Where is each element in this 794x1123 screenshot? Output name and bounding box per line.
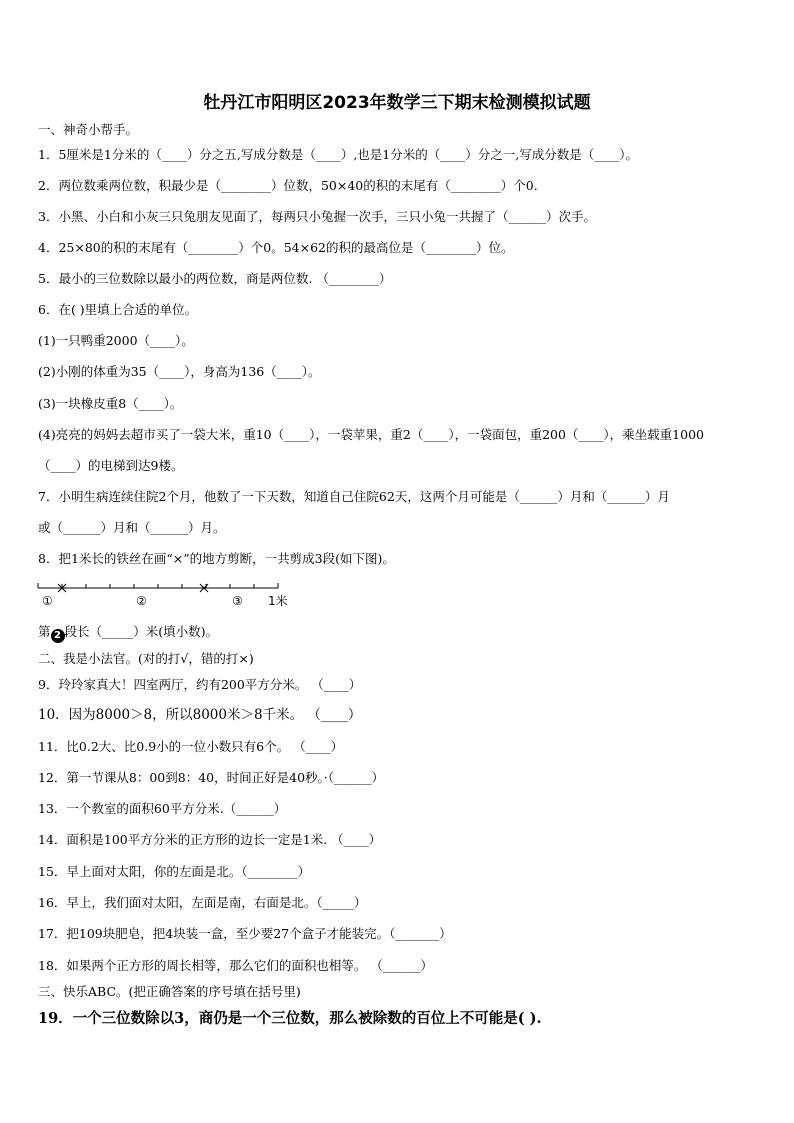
question-6-part-1: (1)一只鸭重2000（____）。 bbox=[38, 333, 194, 348]
section-heading-2: 二、我是小法官。(对的打√，错的打×) bbox=[38, 651, 254, 666]
question-10: 10．因为8000＞8，所以8000米＞8千米。 （____） bbox=[38, 707, 362, 723]
question-2: 2．两位数乘两位数，积最少是（________）位数，50×40的积的末尾有（________）个0. bbox=[38, 178, 538, 193]
question-4: 4．25×80的积的末尾有（________）个0。54×62的积的最高位是（________）位。 bbox=[38, 240, 514, 255]
question-9: 9．玲玲家真大！四室两厅，约有200平方分米。 （____） bbox=[38, 677, 362, 692]
section-heading-1: 一、神奇小帮手。 bbox=[38, 122, 139, 137]
question-13: 13．一个教室的面积60平方分米.（______） bbox=[38, 801, 287, 816]
section-heading-3: 三、快乐ABC。(把正确答案的序号填在括号里) bbox=[38, 984, 301, 999]
question-14: 14．面积是100平方分米的正方形的边长一定是1米. （____） bbox=[38, 832, 382, 847]
question-6: 6．在( )里填上合适的单位。 bbox=[38, 302, 198, 317]
answer-blank-text: 段长（_____）米(填小数)。 bbox=[64, 624, 219, 639]
question-6-part-3: (3)一块橡皮重8（____）。 bbox=[38, 396, 183, 411]
segment-number-badge: 2 bbox=[51, 629, 65, 643]
wire-ruler-figure bbox=[36, 581, 306, 611]
page-title: 牡丹江市阳明区2023年数学三下期末检测模拟试题 bbox=[203, 93, 591, 113]
question-18: 18．如果两个正方形的周长相等，那么它们的面积也相等。 （______） bbox=[38, 958, 433, 973]
question-19: 19．一个三位数除以3，商仍是一个三位数，那么被除数的百位上不可能是( ). bbox=[38, 1010, 542, 1027]
question-12: 12．第一节课从8：00到8：40，时间正好是40秒。·（______） bbox=[38, 770, 385, 785]
question-11: 11．比0.2大、比0.9小的一位小数只有6个。 （____） bbox=[38, 739, 344, 754]
segment-3-label: ③ bbox=[232, 594, 243, 608]
ruler-ticks bbox=[38, 583, 278, 588]
question-7: 7．小明生病连续住院2个月，他数了一下天数，知道自己住院62天，这两个月可能是（______）月和（______）月 bbox=[38, 489, 670, 504]
question-7-cont: 或（______）月和（______）月。 bbox=[38, 520, 226, 535]
ruler-end-label: 1米 bbox=[268, 594, 288, 608]
question-8-answer bbox=[38, 624, 768, 643]
segment-2-label: ② bbox=[136, 594, 147, 608]
question-8: 8．把1米长的铁丝在画“×”的地方剪断，一共剪成3段(如下图)。 bbox=[38, 551, 395, 566]
question-3: 3．小黑、小白和小灰三只兔朋友见面了，每两只小兔握一次手，三只小兔一共握了（______）次手。 bbox=[38, 209, 596, 224]
question-15: 15．早上面对太阳，你的左面是北。（________） bbox=[38, 864, 311, 879]
answer-prefix: 第 bbox=[38, 624, 51, 639]
question-6-part-2: (2)小刚的体重为35（____），身高为136（____）。 bbox=[38, 364, 321, 379]
question-17: 17．把109块肥皂，把4块装一盒，至少要27个盒子才能装完。（_______） bbox=[38, 926, 452, 941]
question-6-part-4: (4)亮亮的妈妈去超市买了一袋大米，重10（____），一袋苹果，重2（____），一袋面包，重200（____），乘坐载重1000 bbox=[38, 427, 704, 442]
question-1: 1．5厘米是1分米的（____）分之五,写成分数是（____）,也是1分米的（____）分之一,写成分数是（____）。 bbox=[38, 147, 638, 162]
question-5: 5．最小的三位数除以最小的两位数，商是两位数. （________） bbox=[38, 271, 392, 286]
question-16: 16．早上，我们面对太阳，左面是南，右面是北。（_____） bbox=[38, 895, 367, 910]
segment-1-label: ① bbox=[42, 594, 53, 608]
question-6-part-4-cont: （____）的电梯到达9楼。 bbox=[38, 458, 184, 473]
